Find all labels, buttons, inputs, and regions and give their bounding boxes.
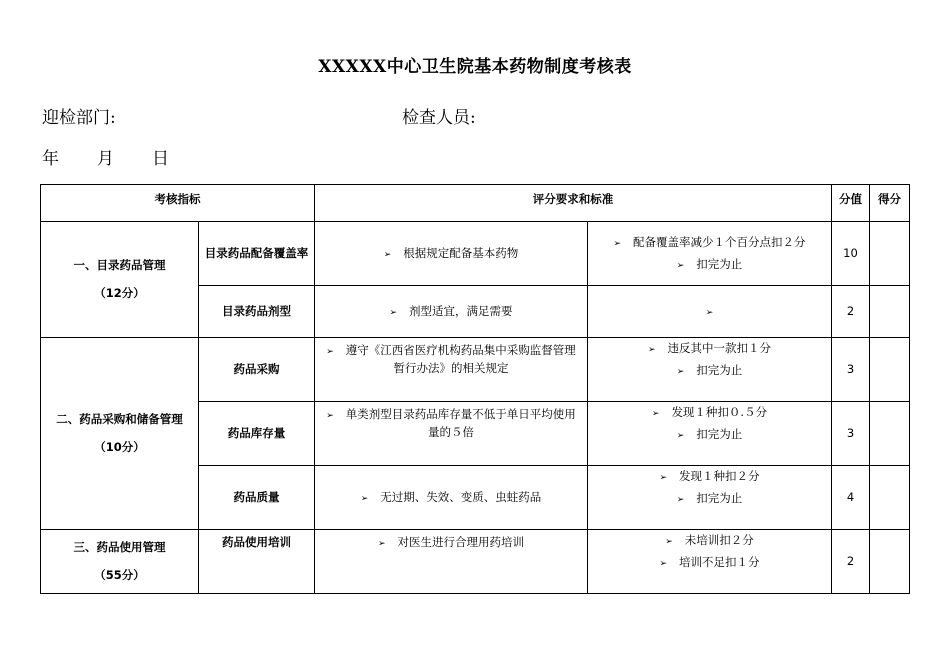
requirement-cell [315, 466, 588, 530]
category-cell [41, 338, 199, 530]
category-cell [41, 222, 199, 338]
year-label: 年 [42, 149, 59, 169]
bullet-arrow-icon: ➢ [377, 539, 386, 549]
deduction-text: 培训不足扣１分 [679, 554, 760, 569]
points-cell: 3 [832, 338, 870, 402]
requirement-text: 对医生进行合理用药培训 [397, 535, 525, 549]
points-cell: 2 [832, 530, 870, 594]
deduction-cell [588, 338, 832, 402]
bullet-arrow-icon: ➢ [676, 494, 685, 505]
header-score: 得分 [870, 185, 910, 222]
date-line [42, 144, 169, 169]
bullet-arrow-icon: ➢ [326, 347, 334, 357]
header-indicator: 考核指标 [41, 185, 315, 222]
requirement-cell [315, 338, 588, 402]
table-row [41, 222, 910, 286]
deduction-text: 扣完为止 [696, 256, 743, 271]
deduction-cell [588, 222, 832, 286]
score-input-cell[interactable] [870, 338, 910, 402]
bullet-arrow-icon: ➢ [676, 430, 685, 441]
points-cell: 2 [832, 286, 870, 338]
table-row [41, 338, 910, 402]
bullet-arrow-icon: ➢ [389, 307, 398, 318]
requirement-cell [315, 222, 588, 286]
requirement-text: 无过期、失效、变质、虫蛀药品 [380, 489, 542, 504]
deduction-text: 扣完为止 [696, 362, 743, 377]
deduction-text: 配备覆盖率减少１个百分点扣２分 [633, 234, 806, 249]
category-points: （12分） [94, 285, 145, 300]
deduction-text: 发现１种扣０.５分 [671, 405, 768, 419]
item-cell: 药品采购 [199, 338, 315, 402]
inspected-department-label: 迎检部门: [42, 108, 116, 128]
item-cell: 目录药品配备覆盖率 [199, 222, 315, 286]
assessment-table [40, 184, 910, 594]
deduction-cell [588, 286, 832, 338]
deduction-text: 未培训扣２分 [684, 533, 754, 547]
deduction-text: 发现１种扣２分 [679, 469, 760, 483]
points-cell: 3 [832, 402, 870, 466]
bullet-arrow-icon: ➢ [665, 537, 673, 547]
inspector-label: 检查人员: [402, 108, 476, 128]
document-title: XXXXX中心卫生院基本药物制度考核表 [318, 57, 632, 77]
points-cell: 10 [832, 222, 870, 286]
requirement-text: 根据规定配备基本药物 [403, 245, 519, 260]
requirement-text: 单类剂型目录药品库存量不低于单日平均使用量的５倍 [345, 407, 576, 439]
header-criteria: 评分要求和标准 [315, 185, 832, 222]
month-label: 月 [97, 149, 114, 169]
category-points: （10分） [94, 439, 145, 454]
deduction-text: 违反其中一款扣１分 [667, 341, 772, 355]
table-row [41, 530, 910, 594]
score-input-cell[interactable] [870, 466, 910, 530]
table-header-row [41, 185, 910, 222]
deduction-text: 扣完为止 [696, 426, 743, 441]
requirement-cell [315, 286, 588, 338]
points-cell: 4 [832, 466, 870, 530]
item-cell: 目录药品剂型 [199, 286, 315, 338]
score-input-cell[interactable] [870, 402, 910, 466]
category-name: 三、药品使用管理 [73, 540, 166, 554]
item-cell: 药品库存量 [199, 402, 315, 466]
deduction-cell [588, 466, 832, 530]
category-name: 二、药品采购和储备管理 [56, 411, 183, 426]
bullet-arrow-icon: ➢ [659, 558, 668, 569]
item-cell: 药品使用培训 [199, 530, 315, 594]
category-cell [41, 530, 199, 594]
score-input-cell[interactable] [870, 530, 910, 594]
deduction-cell [588, 530, 832, 594]
header-points: 分值 [832, 185, 870, 222]
category-name: 一、目录药品管理 [73, 257, 166, 272]
item-cell: 药品质量 [199, 466, 315, 530]
bullet-arrow-icon: ➢ [647, 345, 656, 355]
bullet-arrow-icon: ➢ [651, 409, 660, 419]
score-input-cell[interactable] [870, 222, 910, 286]
requirement-cell [315, 402, 588, 466]
day-label: 日 [152, 149, 169, 169]
bullet-arrow-icon: ➢ [326, 411, 334, 421]
bullet-arrow-icon: ➢ [676, 366, 685, 377]
score-input-cell[interactable] [870, 286, 910, 338]
deduction-cell [588, 402, 832, 466]
bullet-arrow-icon: ➢ [383, 249, 392, 260]
requirement-text: 剂型适宜，满足需要 [409, 303, 513, 318]
requirement-text: 遵守《江西省医疗机构药品集中采购监督管理暂行办法》的相关规定 [345, 343, 576, 375]
deduction-text: 扣完为止 [696, 490, 743, 505]
bullet-arrow-icon: ➢ [676, 260, 685, 271]
bullet-arrow-icon: ➢ [705, 307, 714, 318]
bullet-arrow-icon: ➢ [360, 493, 369, 504]
category-points: （55分） [94, 567, 145, 582]
bullet-arrow-icon: ➢ [659, 473, 668, 483]
bullet-arrow-icon: ➢ [613, 238, 622, 249]
requirement-cell [315, 530, 588, 594]
